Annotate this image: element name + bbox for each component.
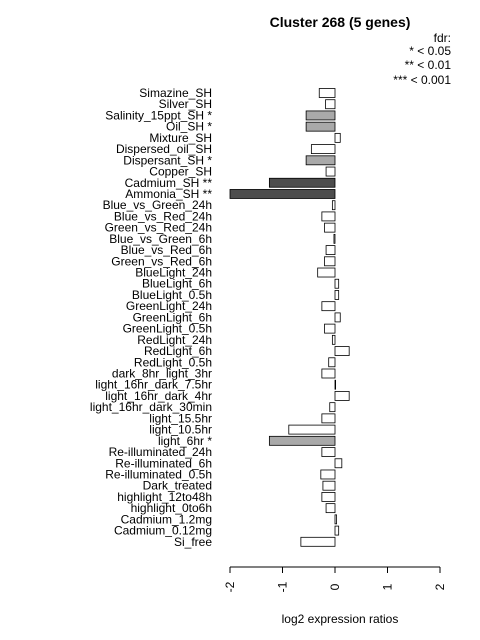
category-label: light_6hr * (157, 433, 212, 448)
bar (335, 133, 340, 142)
bar (269, 178, 335, 187)
category-label: dark_8hr_light_3hr (111, 366, 212, 381)
category-label: Blue_vs_Red_6h (120, 243, 212, 258)
category-label: BlueLight_6h (141, 276, 212, 291)
category-label: GreenLight_6h (132, 310, 212, 325)
bar (332, 335, 335, 344)
bar (322, 492, 335, 501)
x-tick-label: -2 (223, 581, 237, 593)
bar (326, 504, 335, 513)
bar (330, 403, 335, 412)
legend-entry-p01: ** < 0.01 (404, 58, 451, 72)
category-label: Copper_SH (149, 164, 212, 179)
bar (334, 234, 335, 243)
category-label: Cadmium_0.12mg (113, 523, 212, 538)
bar (325, 324, 336, 333)
bar (311, 145, 335, 154)
category-label: Re-illuminated_6h (115, 456, 212, 471)
bar (322, 414, 335, 423)
bar (335, 391, 349, 400)
category-label: light_10.5hr (149, 422, 212, 437)
legend (393, 31, 451, 87)
bar (335, 347, 349, 356)
x-axis-label: log2 expression ratios (281, 612, 399, 626)
legend-entry-p05: * < 0.05 (409, 44, 451, 58)
category-label: GreenLight_0.5h (122, 321, 212, 336)
bar (321, 470, 335, 479)
category-label: Blue_vs_Red_24h (113, 209, 212, 224)
category-label: RedLight_0.5h (133, 355, 212, 370)
legend-entry-p001: *** < 0.001 (393, 73, 451, 87)
category-label: Oil_SH * (165, 119, 212, 134)
category-label: RedLight_24h (137, 332, 212, 347)
bar (322, 212, 335, 221)
category-label: Dark_treated (142, 478, 212, 493)
category-label: BlueLight_0.5h (131, 287, 212, 302)
bar (335, 380, 336, 389)
chart-title: Cluster 268 (5 genes) (269, 14, 411, 30)
category-label: Re-illuminated_24h (108, 445, 212, 460)
category-label: light_15.5hr (149, 411, 212, 426)
bar (289, 425, 335, 434)
category-label: Silver_SH (158, 97, 212, 112)
category-label: Green_vs_Red_6h (111, 254, 212, 269)
bar (335, 459, 342, 468)
bar (325, 223, 336, 232)
category-label: light_16hr_dark_4hr (105, 388, 212, 403)
category-label: Salinity_15ppt_SH * (105, 108, 212, 123)
category-label: highlight_12to48h (117, 489, 212, 504)
category-label: light_16hr_dark_7.5hr (95, 377, 212, 392)
bar (335, 290, 339, 299)
bar (301, 537, 335, 546)
category-label: Mixture_SH (149, 130, 212, 145)
category-label: Green_vs_Red_24h (104, 220, 212, 235)
x-tick-label: -1 (275, 581, 290, 593)
bars (230, 89, 349, 547)
bar (326, 167, 335, 176)
category-label: Cadmium_SH ** (124, 175, 212, 190)
bar (335, 515, 337, 524)
category-label: Cadmium_1.2mg (120, 512, 212, 527)
category-labels (90, 86, 212, 549)
x-axis (223, 567, 447, 592)
bar (326, 100, 335, 109)
category-label: BlueLight_24h (135, 265, 212, 280)
bar (325, 257, 336, 266)
bar (322, 448, 335, 457)
category-label: RedLight_6h (143, 344, 212, 359)
x-ticks (223, 567, 447, 592)
bar (306, 122, 335, 131)
bar (306, 156, 335, 165)
bar (329, 358, 335, 367)
bar (326, 246, 335, 255)
category-label: Dispersed_oil_SH (115, 142, 212, 157)
category-label: Blue_vs_Green_24h (102, 198, 212, 213)
category-label: light_16hr_dark_30min (89, 400, 212, 415)
legend-title: fdr: (433, 31, 451, 45)
bar (319, 89, 335, 98)
category-label: Simazine_SH (139, 86, 212, 100)
x-tick-label: 0 (328, 583, 342, 591)
bar (306, 111, 335, 120)
bar (269, 436, 335, 445)
x-tick-label: 2 (433, 583, 447, 591)
bar (322, 369, 335, 378)
category-label: Blue_vs_Green_6h (109, 231, 212, 246)
bar (323, 481, 335, 490)
bar (335, 279, 339, 288)
category-label: Dispersant_SH * (123, 153, 212, 168)
bar (230, 189, 335, 198)
bar (322, 302, 335, 311)
category-label: Ammonia_SH ** (125, 186, 212, 201)
category-label: highlight_0to6h (130, 501, 212, 516)
bar (335, 313, 340, 322)
category-label: Re-illuminated_0.5h (105, 467, 212, 482)
bar (318, 268, 335, 277)
x-tick-label: 1 (380, 583, 395, 591)
category-label: Si_free (173, 534, 212, 549)
bar (335, 526, 339, 535)
category-label: GreenLight_24h (125, 299, 212, 314)
bar (332, 201, 335, 210)
